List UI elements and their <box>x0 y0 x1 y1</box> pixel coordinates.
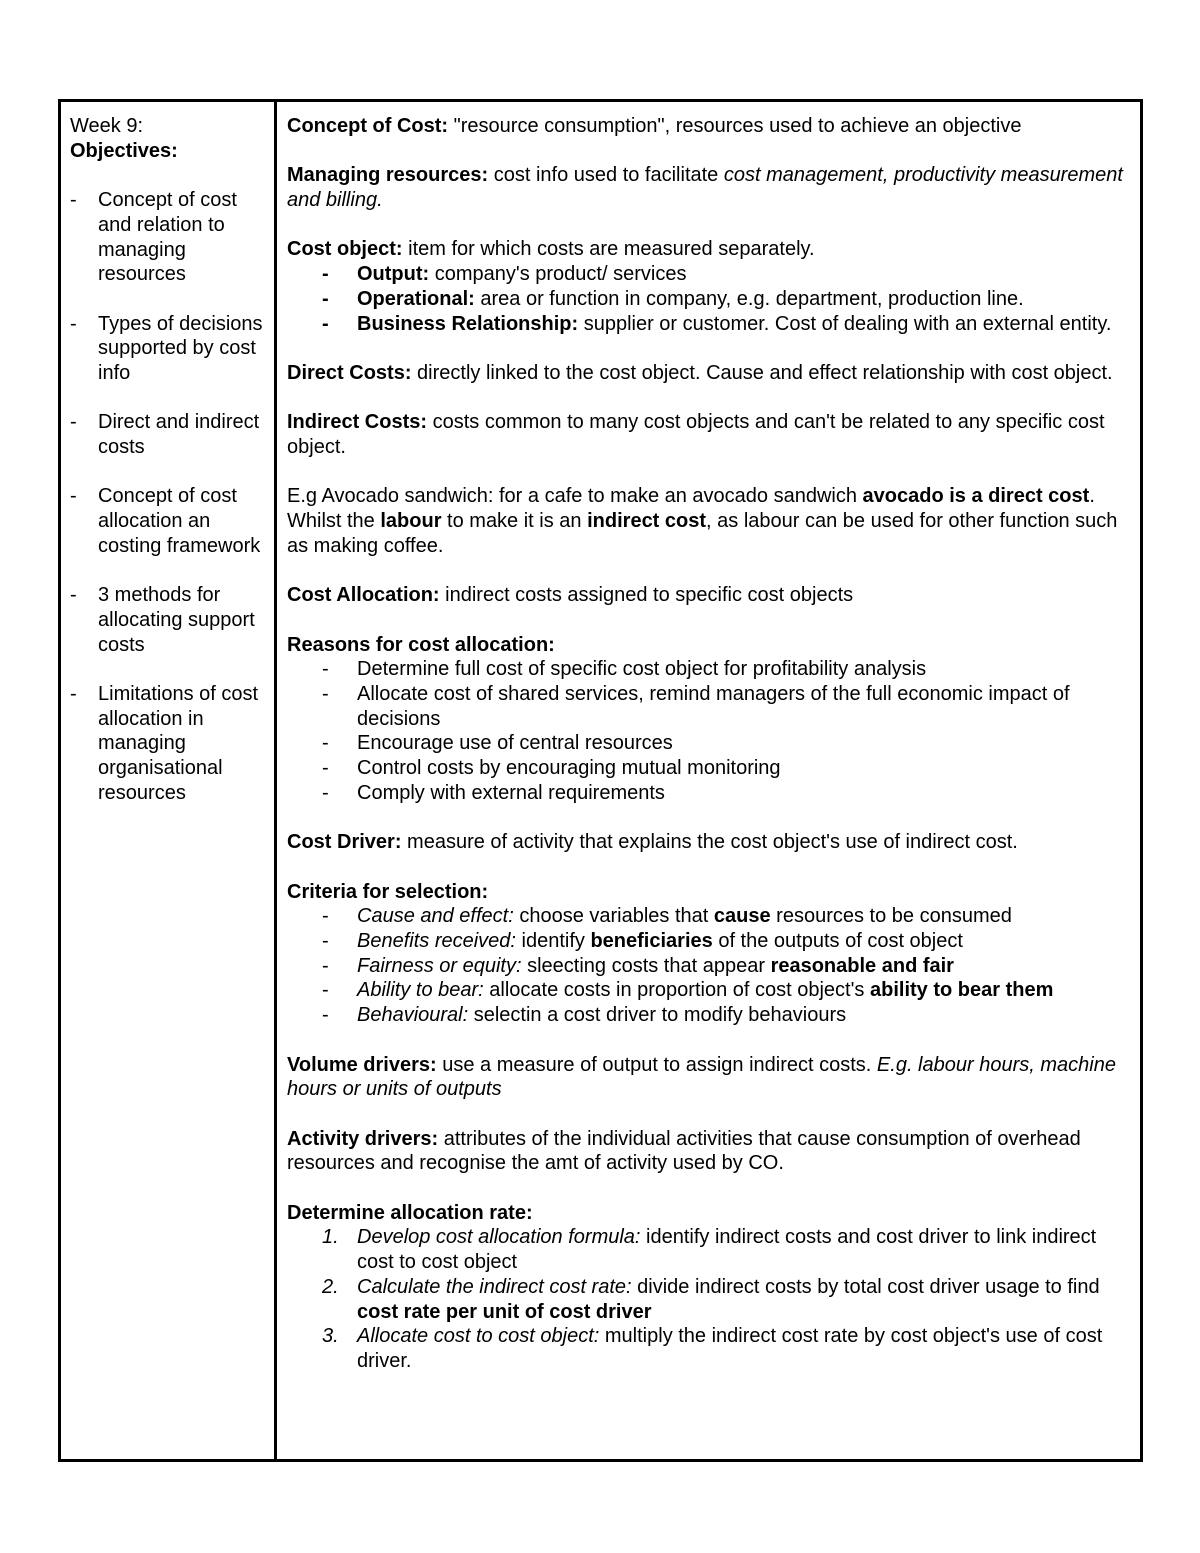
notes-table <box>58 99 1143 1462</box>
dash-marker: - <box>322 287 329 310</box>
dash-marker: - <box>322 757 329 780</box>
dash-marker: - <box>70 189 77 212</box>
allocation-rate: Determine allocation rate: 1. Develop cost allocation formula: identify indirect costs and cost driver to link indirect cost to cost object 2. Calculate the indirect cost rate: divide indirect costs by total cost driver usage to find cost rate per unit of cost driver 3. Allocate cost to cost object: multiply the indirect cost rate by cost object's use of cost driver. <box>287 1201 1130 1374</box>
dash-marker: - <box>322 732 329 755</box>
list-item: - Control costs by encouraging mutual monitoring <box>322 757 781 780</box>
list-item: - Allocate cost of shared services, remind managers of the full economic impact of decisions <box>322 683 1070 730</box>
list-item: - Encourage use of central resources <box>322 732 673 755</box>
objective-item: - Limitations of cost allocation in managing organisational resources <box>70 683 259 804</box>
objective-item: - Concept of cost allocation an costing framework <box>70 485 261 557</box>
step-number: 3. <box>322 1325 339 1348</box>
dash-marker: - <box>322 312 329 335</box>
objectives-list <box>70 188 274 806</box>
criteria-list <box>287 904 1130 1028</box>
reasons-for-allocation: Reasons for cost allocation: - Determine full cost of specific cost object for profitability analysis - Allocate cost of shared services, remind managers of the full economic impact of decisions - Encourage use of central resources - Control costs by encouraging mutual monitoring - Comply with external requirements <box>287 633 1130 806</box>
list-item: - Comply with external requirements <box>322 781 665 804</box>
volume-drivers: Volume drivers: use a measure of output to assign indirect costs. E.g. labour hours, machine hours or units of outputs <box>287 1053 1116 1101</box>
dash-marker: - <box>70 411 77 434</box>
criteria-for-selection: Criteria for selection: - Cause and effect: choose variables that cause resources to be consumed - Benefits received: identify beneficiaries of the outputs of cost object - Fairness or equity: sleecting costs that appear reasonable and fair - Ability to bear: allocate costs in proportion of cost object's ability to bear them - Behavioural: selectin a cost driver to modify behaviours <box>287 880 1130 1028</box>
dash-marker: - <box>322 954 329 977</box>
dash-marker: - <box>70 683 77 706</box>
list-item: - Benefits received: identify beneficiaries of the outputs of cost object <box>322 930 963 953</box>
list-item: - Behavioural: selectin a cost driver to modify behaviours <box>322 1004 847 1027</box>
avocado-example: E.g Avocado sandwich: for a cafe to make an avocado sandwich avocado is a direct cost. Whilst the labour to make it is an indirect cost, as labour can be used for other function such as making coffee. <box>287 485 1118 557</box>
activity-drivers: Activity drivers: attributes of the individual activities that cause consumption of overhead resources and recognise the amt of activity used by CO. <box>287 1127 1081 1175</box>
week-label: Week 9: <box>70 115 143 137</box>
objective-item: - 3 methods for allocating support costs <box>70 584 255 656</box>
dash-marker: - <box>322 930 329 953</box>
list-item: - Cause and effect: choose variables that cause resources to be consumed <box>322 905 1012 928</box>
dash-marker: - <box>322 658 329 681</box>
dash-marker: - <box>70 312 77 335</box>
dash-marker: - <box>322 979 329 1002</box>
list-item: - Fairness or equity: sleecting costs that appear reasonable and fair <box>322 954 954 977</box>
objective-item: - Concept of cost and relation to managing resources <box>70 189 237 286</box>
list-item: 2. Calculate the indirect cost rate: divide indirect costs by total cost driver usage to find cost rate per unit of cost driver <box>322 1275 1100 1323</box>
dash-marker: - <box>322 1004 329 1027</box>
cost-object: Cost object: item for which costs are measured separately. - Output: company's product/ services - Operational: area or function in company, e.g. department, production line. - Business Relationship: supplier or customer. Cost of dealing with an external entity. <box>287 237 1130 336</box>
list-item: 3. Allocate cost to cost object: multiply the indirect cost rate by cost object's use of cost driver. <box>322 1325 1103 1372</box>
dash-marker: - <box>322 781 329 804</box>
concept-of-cost: Concept of Cost: "resource consumption", resources used to achieve an objective <box>287 115 1022 137</box>
notes-column <box>277 102 1140 1459</box>
dash-marker: - <box>322 263 329 286</box>
indirect-costs: Indirect Costs: costs common to many cost objects and can't be related to any specific cost object. <box>287 411 1105 459</box>
dash-marker: - <box>322 905 329 928</box>
reasons-list <box>287 657 1130 805</box>
cost-allocation: Cost Allocation: indirect costs assigned to specific cost objects <box>287 584 854 607</box>
list-item: 1. Develop cost allocation formula: identify indirect costs and cost driver to link indirect cost to cost object <box>322 1226 1097 1274</box>
cost-object-list <box>287 262 1130 336</box>
objective-item: - Types of decisions supported by cost info <box>70 312 263 384</box>
list-item: - Business Relationship: supplier or customer. Cost of dealing with an external entity. <box>322 312 1112 335</box>
direct-costs: Direct Costs: directly linked to the cost object. Cause and effect relationship with cost object. <box>287 361 1113 384</box>
objectives-heading: Objectives: <box>70 139 178 162</box>
dash-marker: - <box>70 485 77 508</box>
objectives-column <box>61 102 277 1459</box>
step-number: 2. <box>322 1275 339 1298</box>
dash-marker: - <box>322 683 329 706</box>
list-item: - Output: company's product/ services <box>322 263 687 286</box>
step-number: 1. <box>322 1226 339 1249</box>
list-item: - Ability to bear: allocate costs in proportion of cost object's ability to bear them <box>322 979 1054 1002</box>
cost-driver: Cost Driver: measure of activity that explains the cost object's use of indirect cost. <box>287 831 1018 854</box>
allocation-rate-steps <box>287 1225 1130 1373</box>
objective-item: - Direct and indirect costs <box>70 411 260 459</box>
dash-marker: - <box>70 584 77 607</box>
managing-resources: Managing resources: cost info used to facilitate cost management, productivity measurement and billing. <box>287 164 1123 212</box>
list-item: - Determine full cost of specific cost object for profitability analysis <box>322 658 927 681</box>
list-item: - Operational: area or function in company, e.g. department, production line. <box>322 287 1024 310</box>
